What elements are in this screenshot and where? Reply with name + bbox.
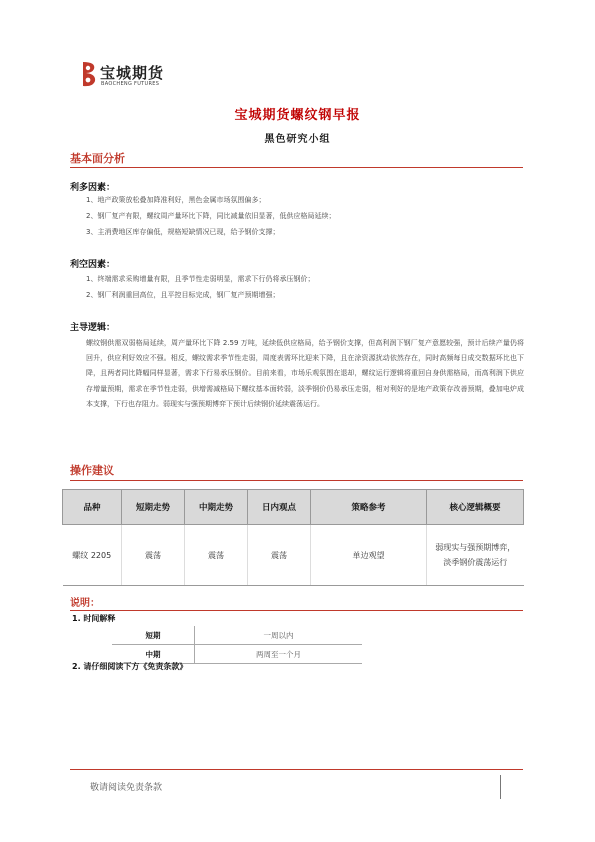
table-row xyxy=(112,626,362,645)
operations-table xyxy=(62,489,524,586)
col-short-term: 短期走势 xyxy=(122,490,185,525)
logo-mark-icon xyxy=(80,60,98,88)
term-mid-desc: 两周至一个月 xyxy=(195,645,363,664)
notes-heading: 说明： xyxy=(70,598,100,609)
logic-heading: 主导逻辑： xyxy=(70,323,116,333)
footer-separator xyxy=(500,775,501,799)
fundamentals-divider xyxy=(70,167,523,168)
col-intraday: 日内观点 xyxy=(248,490,311,525)
logic-paragraph: 螺纹钢供需双弱格局延续，周产量环比下降 2.59 万吨，延续低供应格局，给予钢价支撑，但高利润下钢厂复产意愿较强，预计后续产量仍将回升，供应利好效应不强。相反，螺纹需求季节性走弱，周度表需环比迎来下降，且在涂资源扰动依然存在，同时高频每日成交数据环比也下降，且两者同比降幅同样显著，需求下行易承压钢价。目前来看，市场乐观氛围在退却，螺纹运行逻辑将重回自身供需格局，而高利润下供应存增量预期，需求在季节性走弱，供增需减格局下螺纹基本面转弱，淡季钢价仍易承压走弱，相对利好的是地产政策存改善预期，叠加电炉成本支撑，下行也存阻力。弱现实与强预期博弈下预计后续钢价延续震荡运行。 xyxy=(86,339,524,408)
cell-core-logic xyxy=(427,525,524,586)
bullish-item-1: 1、地产政策放松叠加降准利好，黑色金属市场氛围偏多； xyxy=(86,196,266,204)
bearish-item-2: 2、钢厂利润重回高位，且平控目标完成，钢厂复产预期增强； xyxy=(86,291,280,299)
logo-subtext: BAOCHENG FUTURES xyxy=(101,81,160,87)
report-title: 宝城期货螺纹钢早报 xyxy=(234,108,361,123)
bearish-item-1: 1、终端需求采购增量有限，且季节性走弱明显，需求下行仍将承压钢价； xyxy=(86,275,315,283)
notes-item-1: 1. 时间解释 xyxy=(72,614,116,623)
report-subtitle: 黑色研究小组 xyxy=(264,134,331,145)
bullish-heading: 利多因素： xyxy=(70,183,116,193)
notes-divider xyxy=(70,610,523,611)
core-logic-line-1: 弱现实与强预期博弈， xyxy=(435,543,516,552)
operations-heading: 操作建议 xyxy=(70,464,114,477)
operations-header-row xyxy=(63,490,524,525)
logo-text: 宝城期货 xyxy=(100,64,165,82)
cell-variety: 螺纹 2205 xyxy=(63,525,122,586)
operations-divider xyxy=(70,480,523,481)
bullish-item-3: 3、主消费地区库存偏低，规格短缺情况已现，给予钢价支撑； xyxy=(86,228,280,236)
footer-disclaimer-link[interactable]: 敬请阅读免责条款 xyxy=(90,783,163,793)
cell-mid-term: 震荡 xyxy=(185,525,248,586)
table-row xyxy=(63,525,524,586)
col-core-logic: 核心逻辑概要 xyxy=(427,490,524,525)
col-mid-term: 中期走势 xyxy=(185,490,248,525)
term-mid: 中期 xyxy=(112,645,195,664)
bearish-heading: 利空因素： xyxy=(70,260,116,270)
term-short: 短期 xyxy=(112,626,195,645)
company-logo xyxy=(80,60,190,90)
time-definition-table xyxy=(112,626,362,664)
cell-intraday: 震荡 xyxy=(248,525,311,586)
col-strategy: 策略参考 xyxy=(311,490,427,525)
fundamentals-heading: 基本面分析 xyxy=(70,152,125,165)
cell-strategy: 单边观望 xyxy=(311,525,427,586)
col-variety: 品种 xyxy=(63,490,122,525)
term-short-desc: 一周以内 xyxy=(195,626,363,645)
cell-short-term: 震荡 xyxy=(122,525,185,586)
core-logic-line-2: 淡季钢价震荡运行 xyxy=(443,558,508,567)
footer-divider xyxy=(70,769,523,770)
bullish-item-2: 2、钢厂复产有限，螺纹周产量环比下降，同比减量依旧显著，低供应格局延续； xyxy=(86,212,336,220)
notes-item-2: 2. 请仔细阅读下方《免责条款》 xyxy=(72,662,188,671)
